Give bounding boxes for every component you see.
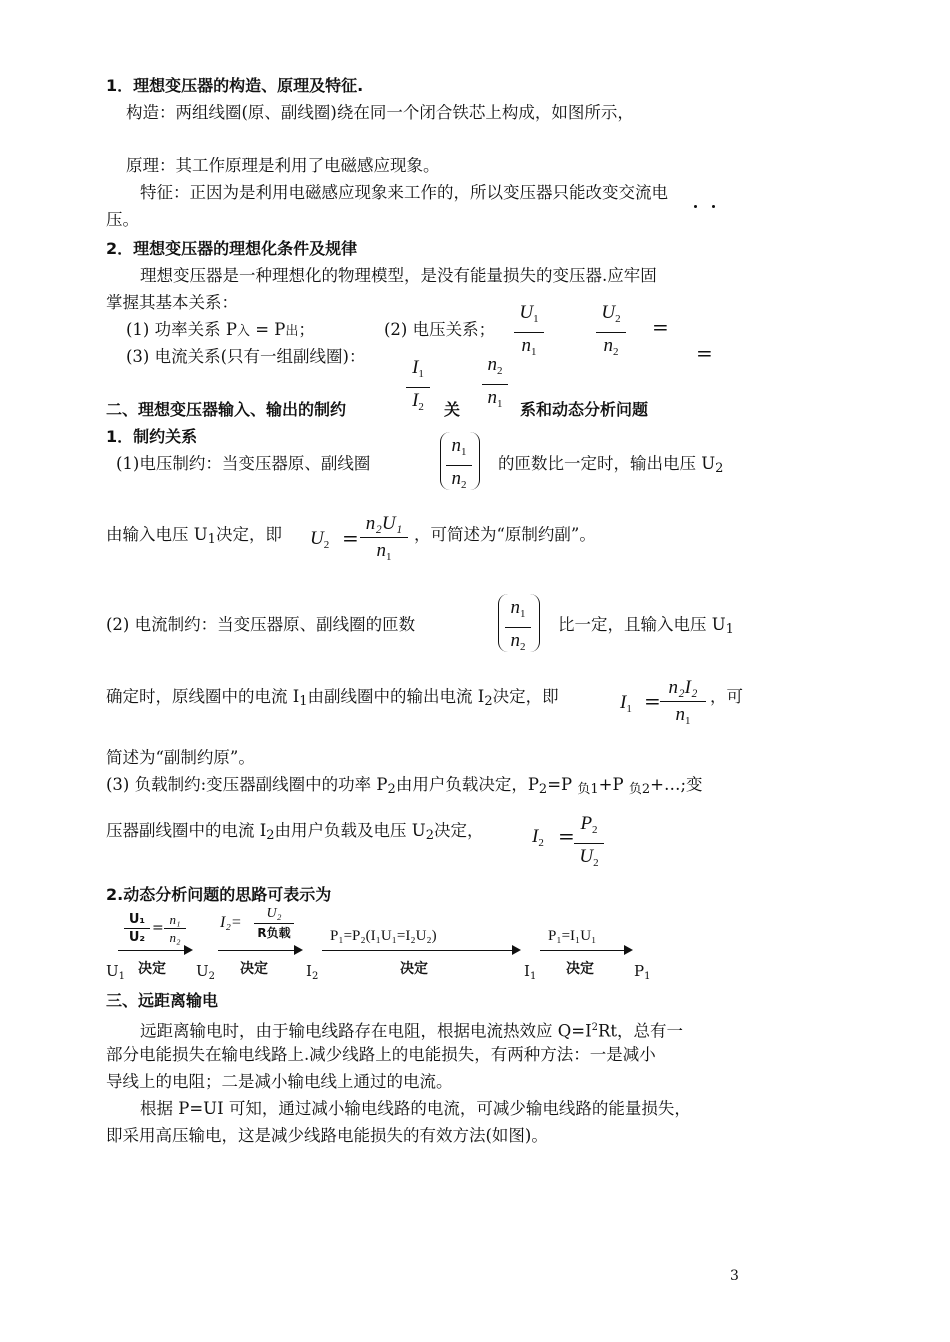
arrow-head-icon (294, 945, 303, 955)
fraction-i1-i2: $I_1$ $I_2$ (406, 356, 430, 419)
flow-node-p1: $P_1$ (634, 962, 651, 982)
current-relation: (3) 电流关系(只有一组副线圈)： (126, 347, 366, 366)
transmission-text: 部分电能损失在输电线路上.减少线路上的电能损失，有两种方法：一是减小 (106, 1045, 656, 1064)
flow-formula-2: I₂= (220, 914, 242, 931)
arrow-head-icon (624, 945, 633, 955)
u2-symbol: $U_2$ (310, 528, 330, 551)
flow-node-i2: $I_2$ (306, 962, 319, 982)
emphasis-dot (694, 205, 697, 208)
current-constraint-cont: 比一定，且输入电压 U1 (558, 615, 734, 637)
flow-arrow (218, 950, 294, 951)
equals-sign: = (696, 341, 713, 365)
section-3-title: 二、理想变压器输入、输出的制约 (106, 400, 347, 419)
equals-sign: = (652, 315, 669, 339)
power-relation: (1) 功率关系 P入 = P出； (126, 320, 315, 339)
section-3-title-end: 系和动态分析问题 (520, 400, 649, 419)
ratio-u1-u2: U₁ U₂ (124, 912, 150, 945)
voltage-relation: (2) 电压关系； (384, 320, 496, 339)
section-1-title: 1．理想变压器的构造、原理及特征. (106, 76, 364, 95)
i2-symbol: $I_2$ (532, 826, 544, 849)
fraction-u1-n1: $U_1$ $n_1$ (514, 301, 544, 364)
arrow-head-icon (512, 945, 521, 955)
flow-formula-4: P₁=I₁U₁ (548, 928, 597, 944)
i1-symbol: $I_1$ (620, 692, 632, 715)
voltage-constraint-summary: ，可简述为“原制约副”。 (414, 525, 596, 544)
ratio-u2-r: U₂ R负载 (254, 906, 294, 941)
transmission-text: 即采用高压输电，这是减少线路电能损失的有效方法(如图)。 (106, 1126, 548, 1145)
voltage-constraint: (1)电压制约：当变压器原、副线圈 (116, 454, 371, 473)
fraction-n2-n1: $n_2$ $n_1$ (482, 353, 508, 416)
flow-node-u1: $U_1$ (106, 962, 126, 982)
equals-sign: = (152, 920, 164, 936)
emphasis-dot (712, 205, 715, 208)
flow-decide-label: 决定 (240, 961, 268, 977)
fraction-n2i2-n1: n₂I₂ $n_1$ (660, 676, 706, 733)
section-4-title: 三、远距离输电 (106, 991, 219, 1010)
ratio-n1-n2: n₁ n₂ (164, 912, 186, 945)
current-constraint-summary: 简述为“副制约原”。 (106, 748, 255, 767)
flow-title: 2.动态分析问题的思路可表示为 (106, 885, 332, 904)
equals-sign: = (558, 824, 575, 848)
section-2-title: 2．理想变压器的理想化条件及规律 (106, 239, 358, 258)
construct-text: 构造：两组线圈(原、副线圈)绕在同一个闭合铁芯上构成，如图所示， (126, 103, 634, 122)
principle-text: 原理：其工作原理是利用了电磁感应现象。 (126, 156, 440, 175)
equals-sign: = (342, 526, 359, 550)
section-3-title-mid: 关 (444, 400, 461, 419)
voltage-constraint-cont: 的匝数比一定时，输出电压 U2 (498, 454, 724, 476)
page-number: 3 (730, 1268, 739, 1284)
voltage-constraint-line2: 由输入电压 U1决定，即 (106, 525, 282, 547)
flow-node-u2: $U_2$ (196, 962, 216, 982)
current-constraint-cont2: ，可 (710, 687, 743, 706)
flow-decide-label: 决定 (400, 961, 428, 977)
equals-sign: = (644, 689, 661, 713)
flow-arrow (118, 950, 184, 951)
transmission-text: 远距离输电时，由于输电线路存在电阻，根据电流热效应 $Q=I^2Rt$，总有一 (140, 1021, 684, 1041)
fraction-p2-u2: $P_2$ $U_2$ (574, 812, 604, 875)
load-constraint-line2: 压器副线圈中的电流 I2由用户负载及电压 U2决定， (106, 821, 484, 843)
fraction-n1-n2: $n_1$ $n_2$ (505, 596, 531, 659)
feature-text-cont: 压。 (106, 210, 139, 229)
flow-decide-label: 决定 (566, 961, 594, 977)
arrow-head-icon (184, 945, 193, 955)
paragraph-text: 掌握其基本关系： (106, 293, 238, 312)
current-constraint: (2) 电流制约：当变压器原、副线圈的匝数 (106, 615, 416, 634)
flow-arrow (540, 950, 624, 951)
transmission-text: 导线上的电阻；二是减小输电线上通过的电流。 (106, 1072, 453, 1091)
current-constraint-line2: 确定时，原线圈中的电流 I1由副线圈中的输出电流 I2决定，即 (106, 687, 559, 709)
fraction-n1-n2: $n_1$ $n_2$ (446, 434, 472, 497)
fraction-n2u1-n1: n₂U₁ $n_1$ (360, 512, 408, 569)
fraction-u2-n2: $U_2$ $n_2$ (596, 301, 626, 364)
flow-arrow (322, 950, 512, 951)
transmission-text: 根据 P=UI 可知，通过减小输电线路的电流，可减少输电线路的能量损失， (140, 1099, 691, 1118)
flow-decide-label: 决定 (138, 961, 166, 977)
feature-text: 特征：正因为是利用电磁感应现象来工作的，所以变压器只能改变交流电 (140, 183, 668, 202)
paragraph-text: 理想变压器是一种理想化的物理模型，是没有能量损失的变压器.应牢固 (140, 266, 657, 285)
subsection-title: 1．制约关系 (106, 427, 198, 446)
flow-formula-3: P₁=P₂(I₁U₁=I₂U₂) (330, 928, 437, 944)
load-constraint: (3) 负载制约:变压器副线圈中的功率 P2由用户负载决定，P2=P 负1+P 负2+…;变 (106, 775, 703, 797)
flow-node-i1: $I_1$ (524, 962, 537, 982)
